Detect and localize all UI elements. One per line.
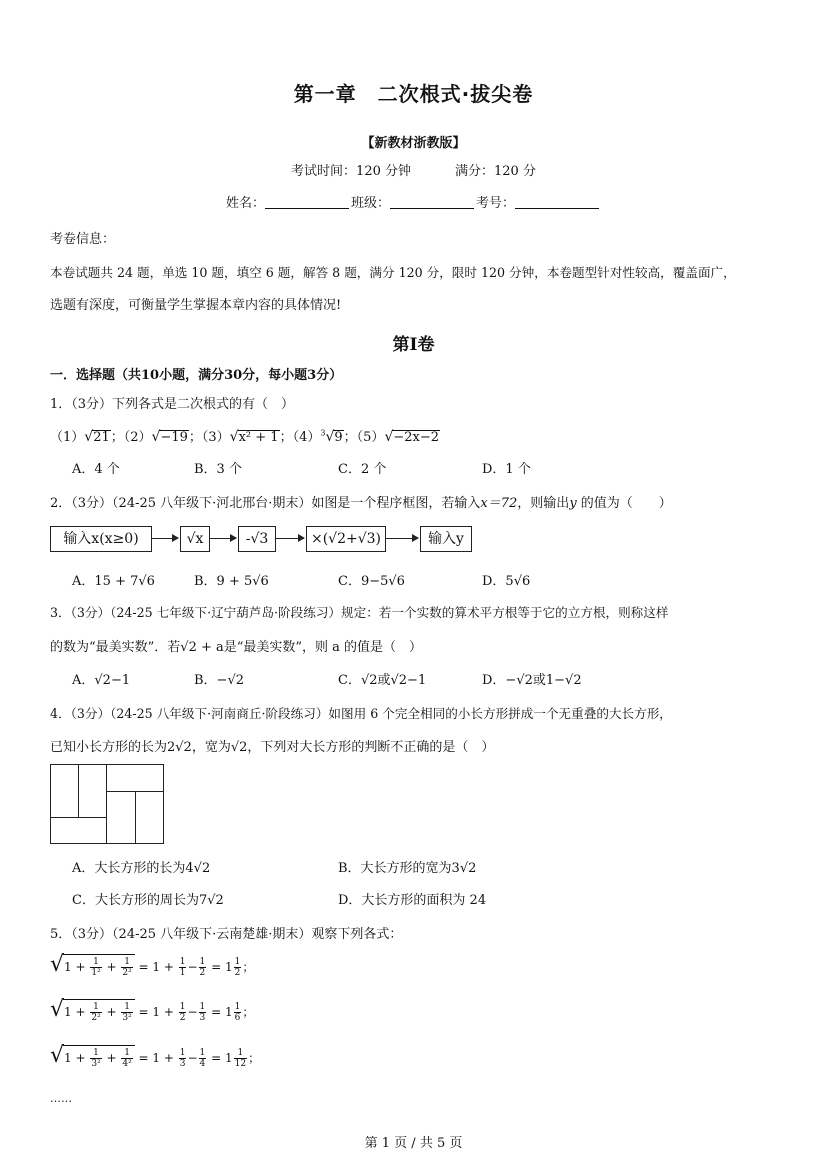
q1-radicand-1: 21 (93, 430, 110, 445)
q1-root-index: 3 (320, 428, 326, 438)
exam-time: 考试时间：120 分钟 (291, 164, 411, 179)
q1-radicand-4: 9 (334, 430, 343, 445)
q2-flowchart (50, 526, 480, 554)
fig-line (135, 791, 136, 844)
flow-arrow-2 (210, 538, 236, 539)
q2-option-c[interactable]: C．9−5√6 (338, 574, 405, 589)
q5-ellipsis: …… (50, 1092, 72, 1105)
page-title: 第一章 二次根式·拔尖卷 (293, 82, 534, 106)
q3-line-2: 的数为“最美实数”．若√2 + a是“最美实数”，则 a 的值是（ ） (50, 640, 423, 655)
info-line-1: 本卷试题共 24 题，单选 10 题，填空 6 题，解答 8 题，满分 120 分，限时 120 分钟，本卷题型针对性较高，覆盖面广， (50, 265, 736, 280)
section-title: 第Ⅰ卷 (392, 335, 435, 355)
flow-arrow-3 (276, 538, 304, 539)
q1-radicand-2: −19 (160, 430, 188, 445)
number-blank (515, 196, 599, 209)
q2-option-b[interactable]: B．9 + 5√6 (194, 574, 269, 589)
fig-line (51, 817, 107, 818)
fig-line (78, 765, 79, 817)
flow-output-box: 输入y (420, 526, 472, 552)
q2-stem: 2．（3分）（24-25 八年级下·河北邢台·期末）如图是一个程序框图，若输入x＝72，则输出y 的值为（ ） (50, 496, 672, 511)
q5-equation-1: √1 + $\frac{1}{\text{1²}}$ + $\frac{1}{\text{2²}}$ = 1 + $\frac{1}{1}$ − $\frac{1}{2}$ = 1 $\frac{1}{2}$ ； (50, 952, 255, 978)
q4-option-c[interactable]: C．大长方形的周长为7√2 (72, 893, 224, 908)
q1-option-c[interactable]: C．2 个 (338, 462, 387, 477)
q4-rectangle-figure (50, 764, 164, 844)
q1-radicand-5: −2x−2 (393, 430, 440, 445)
q5-equation-3: √1 + $\frac{1}{\text{3²}}$ + $\frac{1}{\text{4²}}$ = 1 + $\frac{1}{3}$ − $\frac{1}{4}$ = 1 $\frac{1}{12}$ ； (50, 1043, 261, 1069)
flow-multiply-box: ×(√2+√3) (306, 526, 386, 552)
page-footer: 第 1 页 / 共 5 页 (364, 1136, 463, 1151)
edition-label: 【新教材浙教版】 (361, 136, 466, 151)
q4-option-d[interactable]: D．大长方形的面积为 24 (338, 893, 487, 908)
full-score: 满分：120 分 (455, 164, 536, 179)
q4-option-a[interactable]: A．大长方形的长为4√2 (72, 861, 211, 876)
q3-option-c[interactable]: C．√2或√2−1 (338, 673, 427, 688)
q3-option-a[interactable]: A．√2−1 (72, 673, 131, 688)
q3-option-b[interactable]: B．−√2 (194, 673, 245, 688)
class-blank (390, 196, 474, 209)
flow-sqrt-box: √x (180, 526, 210, 552)
flow-arrow-1 (152, 538, 178, 539)
q1-option-b[interactable]: B．3 个 (194, 462, 242, 477)
q1-radicand-3: x² + 1 (238, 430, 279, 445)
q4-option-b[interactable]: B．大长方形的宽为3√2 (338, 861, 477, 876)
flow-input-box: 输入x(x≥0) (50, 526, 152, 552)
q4-line-2: 已知小长方形的长为2√2，宽为√2，下列对大长方形的判断不正确的是（ ） (50, 740, 495, 755)
exam-info-line (0, 160, 827, 179)
name-label: 姓名： (225, 196, 265, 211)
number-label: 考号： (476, 196, 516, 211)
flow-minus-box: -√3 (238, 526, 276, 552)
q4-line-1: 4．（3分）（24-25 八年级下·河南商丘·阶段练习）如图用 6 个完全相同的小长方形拼成一个无重叠的大长方形， (50, 706, 672, 721)
info-line-2: 选题有深度，可衡量学生掌握本章内容的具体情况! (50, 298, 342, 313)
q2-option-a[interactable]: A．15 + 7√6 (72, 574, 155, 589)
q3-line-1: 3．（3分）（24-25 七年级下·辽宁葫芦岛·阶段练习）规定：若一个实数的算术平方根等于它的立方根，则称这样 (50, 605, 669, 620)
q5-stem: 5．（3分）（24-25 八年级下·云南楚雄·期末）观察下列各式： (50, 927, 403, 942)
q1-option-d[interactable]: D．1 个 (482, 462, 531, 477)
q5-equation-2: √1 + $\frac{1}{\text{2²}}$ + $\frac{1}{\text{3²}}$ = 1 + $\frac{1}{2}$ − $\frac{1}{3}$ = 1 $\frac{1}{6}$ ； (50, 997, 255, 1023)
info-label: 考卷信息： (50, 232, 116, 247)
fig-line (106, 765, 107, 844)
q1-option-a[interactable]: A．4 个 (72, 462, 120, 477)
q1-stem: 1．（3分）下列各式是二次根式的有（ ） (50, 397, 295, 412)
q1-items: （1）√21；（2）√−19；（3）√x² + 1；$(4)^3√9$；（5）√−2x−2 (50, 428, 440, 445)
q2-option-d[interactable]: D．5√6 (482, 574, 531, 589)
part1-heading: 一．选择题（共10小题，满分30分，每小题3分） (50, 368, 343, 383)
flow-arrow-4 (386, 538, 418, 539)
student-fields (0, 192, 827, 211)
name-blank (265, 196, 349, 209)
q3-option-d[interactable]: D．−√2或1−√2 (482, 673, 582, 688)
class-label: 班级： (350, 196, 390, 211)
